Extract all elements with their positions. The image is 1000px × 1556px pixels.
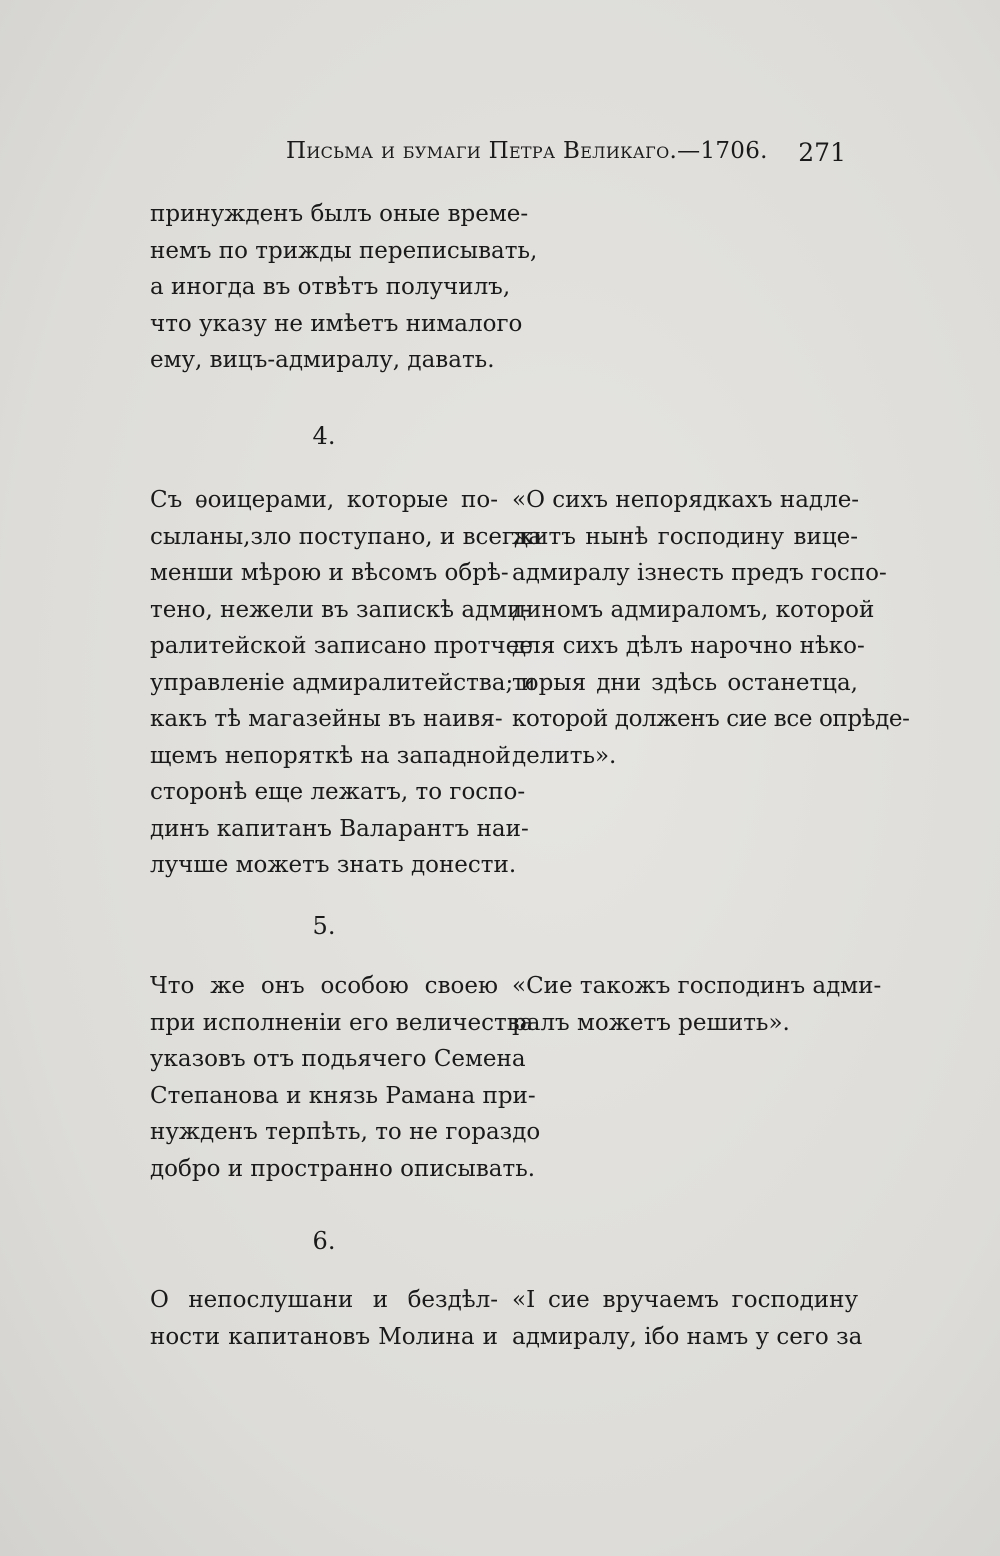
text-line: адмиралу, ібо намъ у сего за [512, 1323, 863, 1350]
text-line: которой долженъ сие все опрѣде- [512, 706, 910, 732]
text-line: Степанова и князь Рамана при- [150, 1082, 536, 1109]
section-number-4: 4. [312, 422, 336, 450]
text-line: сыланы,зло поступано, и всегда [150, 523, 542, 550]
text-line: Съ ѳоицерами, которые по- [150, 487, 498, 513]
section-number-5: 5. [312, 912, 336, 940]
section-6-right-column [512, 1282, 863, 1355]
text-line: нужденъ терпѣть, то не гораздо [150, 1119, 541, 1145]
text-line: Что же онъ особою своею [150, 973, 498, 999]
text-line: при исполненіи его величества [150, 1009, 534, 1036]
text-line: добро и пространно описывать. [150, 1155, 536, 1182]
text-line: принужденъ былъ оные време- [150, 201, 529, 227]
text-line: лучше можетъ знать донести. [150, 852, 517, 878]
section-4-right-column [512, 482, 910, 774]
text-line: а иногда въ отвѣтъ получилъ, [150, 274, 511, 300]
text-line: «I сие вручаемъ господину [512, 1287, 858, 1313]
text-line: житъ нынѣ господину вице- [512, 523, 858, 550]
text-line: диномъ адмираломъ, которой [512, 596, 875, 623]
text-line: динъ капитанъ Валарантъ наи- [150, 815, 529, 842]
text-line: какъ тѣ магазейны въ наивя- [150, 706, 503, 732]
text-line: «О сихъ непорядкахъ надле- [512, 487, 860, 513]
intro-left-column [150, 196, 538, 379]
text-line: управленіе адмиралитейства; и [150, 669, 536, 696]
text-line: ралитейской записано протчее [150, 633, 533, 659]
text-line: щемъ непоряткѣ на западной [150, 742, 511, 769]
section-5-right-column [512, 968, 882, 1041]
text-line: ему, вицъ-адмиралу, давать. [150, 347, 495, 373]
text-line: менши мѣрою и вѣсомъ обрѣ- [150, 560, 509, 586]
section-5-left-column [150, 968, 541, 1187]
text-line: О непослушани и бездѣл- [150, 1287, 498, 1313]
section-number-6: 6. [312, 1227, 336, 1255]
text-line: указовъ отъ подьячего Семена [150, 1046, 526, 1072]
section-6-left-column [150, 1282, 498, 1355]
section-4-left-column [150, 482, 542, 884]
text-line: торыя дни здѣсь останетца, [512, 669, 858, 696]
text-line: ности капитановъ Молина и [150, 1323, 498, 1350]
text-line: немъ по трижды переписывать, [150, 237, 538, 264]
running-title: Письма и бумаги Петра Великаго.—1706. [286, 138, 768, 164]
text-line: что указу не имѣетъ нималого [150, 310, 523, 337]
text-line: для сихъ дѣлъ нарочно нѣко- [512, 633, 865, 659]
text-line: «Сие такожъ господинъ адми- [512, 973, 882, 999]
text-line: сторонѣ еще лежатъ, то госпо- [150, 779, 526, 805]
page-header [286, 138, 846, 178]
text-line: тено, нежели въ запискѣ адми- [150, 596, 531, 623]
text-line: адмиралу ізнесть предъ госпо- [512, 560, 887, 586]
text-line: ралъ можетъ решить». [512, 1009, 790, 1036]
text-line: делить». [512, 742, 617, 769]
page-number: 271 [798, 138, 846, 167]
